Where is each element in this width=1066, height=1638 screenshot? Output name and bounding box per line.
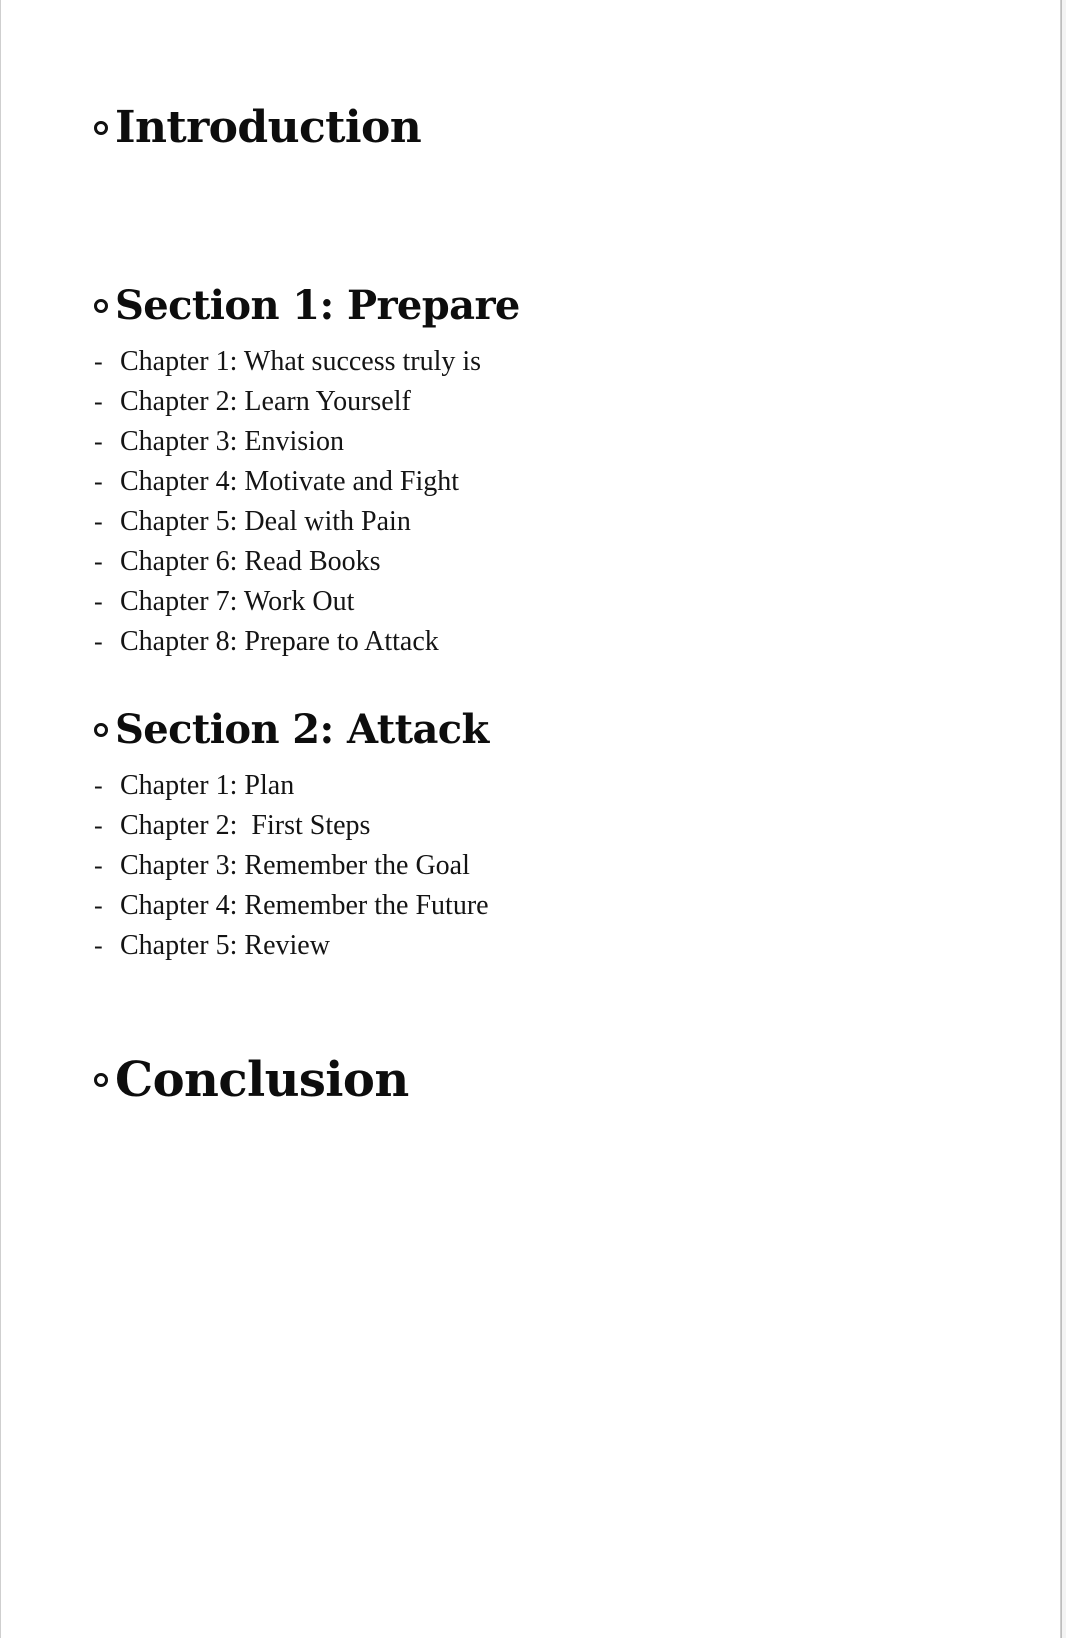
list-item <box>94 382 481 422</box>
hollow-circle-icon <box>94 299 108 313</box>
dash-marker: - <box>94 891 103 920</box>
dash-marker: - <box>94 587 103 616</box>
dash-marker: - <box>94 347 103 376</box>
list-item <box>94 502 481 542</box>
list-item <box>94 462 481 502</box>
list-item <box>94 342 481 382</box>
list-item <box>94 622 481 662</box>
chapter-title: Chapter 2: First Steps <box>120 810 371 841</box>
list-item <box>94 766 489 806</box>
list-item <box>94 582 481 622</box>
list-item <box>94 806 489 846</box>
page-edge-divider <box>1061 0 1066 1638</box>
conclusion-title: Conclusion <box>115 1052 409 1108</box>
chapter-title: Chapter 3: Remember the Goal <box>120 850 470 881</box>
introduction-title: Introduction <box>115 102 422 153</box>
dash-marker: - <box>94 771 103 800</box>
chapter-title: Chapter 7: Work Out <box>120 586 355 617</box>
chapter-title: Chapter 2: Learn Yourself <box>120 386 411 417</box>
section1-title: Section 1: Prepare <box>115 282 520 329</box>
section2-heading <box>94 706 489 753</box>
dash-marker: - <box>94 507 103 536</box>
section1-chapter-list <box>94 342 481 662</box>
dash-marker: - <box>94 547 103 576</box>
dash-marker: - <box>94 467 103 496</box>
chapter-title: Chapter 5: Review <box>120 930 330 961</box>
section2-title: Section 2: Attack <box>115 706 489 753</box>
dash-marker: - <box>94 627 103 656</box>
chapter-title: Chapter 4: Motivate and Fight <box>120 466 460 497</box>
section1-heading <box>94 282 520 329</box>
list-item <box>94 886 489 926</box>
chapter-title: Chapter 4: Remember the Future <box>120 890 489 921</box>
list-item <box>94 926 489 966</box>
dash-marker: - <box>94 387 103 416</box>
list-item <box>94 846 489 886</box>
introduction-heading <box>94 102 421 153</box>
dash-marker: - <box>94 931 103 960</box>
list-item <box>94 542 481 582</box>
chapter-title: Chapter 3: Envision <box>120 426 344 457</box>
dash-marker: - <box>94 811 103 840</box>
dash-marker: - <box>94 851 103 880</box>
chapter-title: Chapter 5: Deal with Pain <box>120 506 411 537</box>
conclusion-heading <box>94 1052 409 1108</box>
hollow-circle-icon <box>94 723 108 737</box>
hollow-circle-icon <box>94 1073 108 1087</box>
chapter-title: Chapter 1: What success truly is <box>120 346 482 377</box>
dash-marker: - <box>94 427 103 456</box>
chapter-title: Chapter 1: Plan <box>120 770 295 801</box>
hollow-circle-icon <box>94 121 108 135</box>
chapter-title: Chapter 8: Prepare to Attack <box>120 626 439 657</box>
list-item <box>94 422 481 462</box>
section2-chapter-list <box>94 766 489 966</box>
chapter-title: Chapter 6: Read Books <box>120 546 381 577</box>
